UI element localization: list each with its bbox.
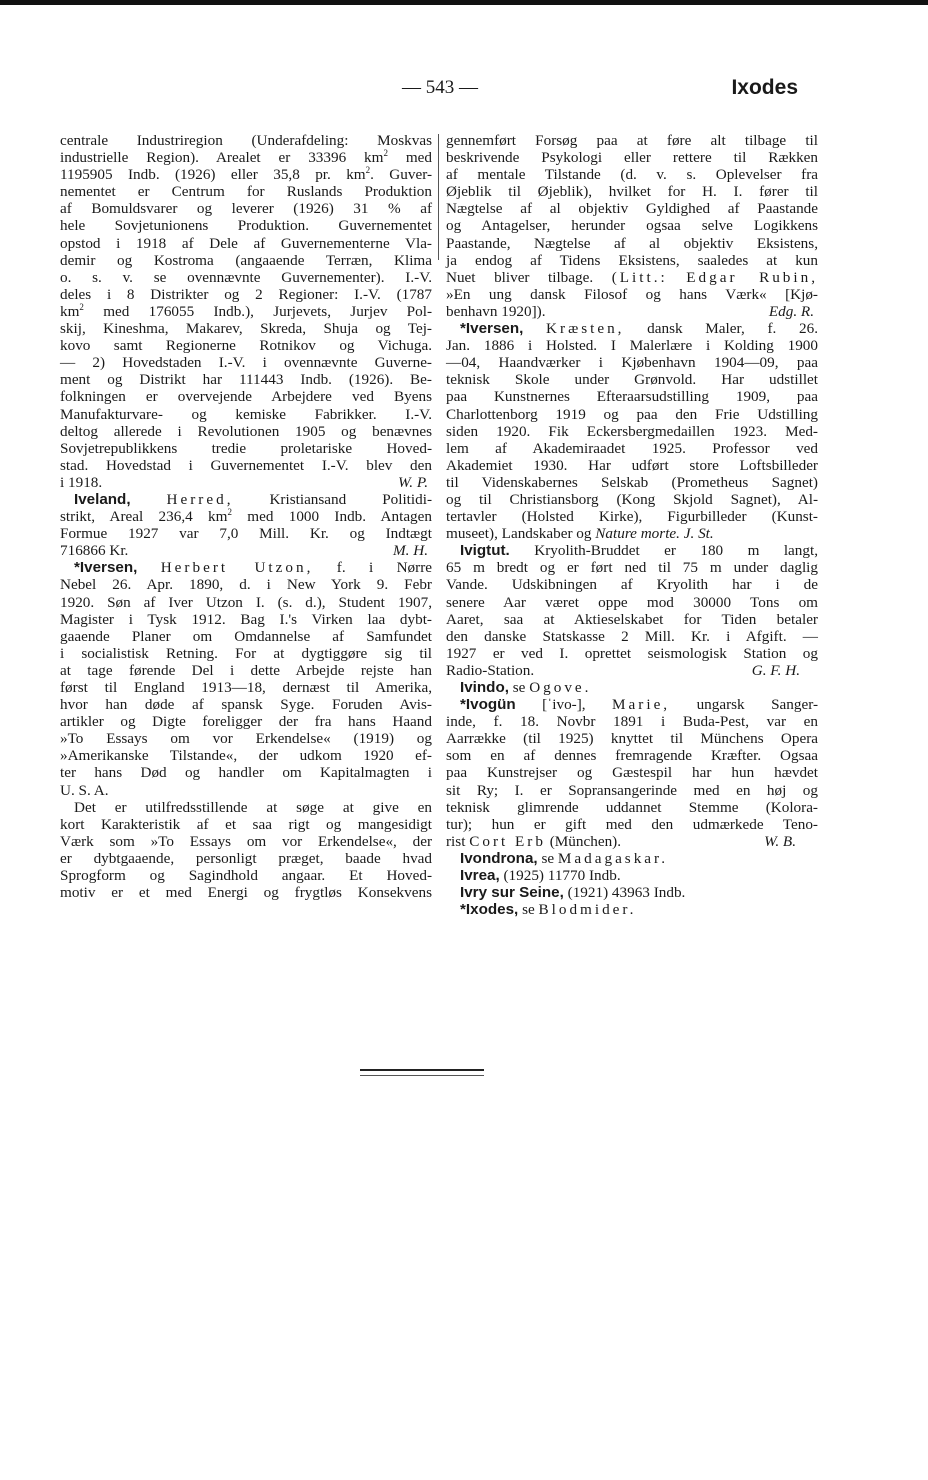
entry-iversen-kraesten: *Iversen, Kræsten, dansk Maler, f. 26.	[460, 320, 818, 338]
text-line: hele Sovjetunionens Produktion. Guvernementet	[60, 217, 432, 235]
text-line: — 2) Hovedstaden I.-V. i ovennævnte Guverne-	[60, 354, 432, 372]
text-line: opstod i 1918 af Dele af Guvernementerne Vla-	[60, 234, 432, 252]
text-line: til Videnskabernes Selskab (Prometheus Sagnet)	[446, 473, 818, 491]
text-line: deles i 8 Distrikter og 2 Regioner: I.-V. (1787	[60, 285, 432, 303]
cross-reference: Madagaskar.	[557, 849, 669, 867]
entry-ivry-sur-seine: Ivry sur Seine, (1921) 43963 Indb.	[460, 884, 686, 902]
text-line: Aaret, saa at Aktieselskabet for Tiden betaler	[446, 610, 818, 628]
text-line: Radio-Station. G. F. H.	[446, 661, 800, 679]
text-line: Sovjetrepublikkens tredie proletariske Hoved-	[60, 439, 432, 457]
text-line: og Antagelser, herunder ogsaa selve Logikkens	[446, 217, 818, 235]
text-line: Det er utilfredsstillende at søge at give en	[74, 798, 432, 816]
text-line: 1195905 Indb. (1926) eller 35,8 pr. $km^2$. Guver-	[60, 165, 433, 184]
author-signature: W. B.	[764, 832, 796, 850]
text-line: teknisk Skole under Grønvold. Har udstillet	[446, 371, 818, 389]
headword: Ivry sur Seine,	[460, 884, 564, 902]
entry-iveland: Iveland, Herred, Kristiansand Politidi-	[74, 490, 432, 508]
text-line: ja endog af Tidens Eksistens, saaledes at kun	[446, 251, 818, 269]
headword: Ivondrona,	[460, 849, 538, 867]
text-line: Akademiet 1930. Har udført store Loftsbilleder	[446, 456, 818, 474]
author-signature: G. F. H.	[751, 661, 800, 679]
text-line: museet), Landskaber og Nature morte. J. St.	[446, 525, 714, 543]
text-line: nementet er Centrum for Ruslands Produktion	[60, 183, 432, 201]
text-line: i 1918. W. P.	[60, 473, 428, 491]
left-column	[60, 132, 432, 901]
text-line: Magister i Tysk 1912. Bag I.'s Virken laa dybt-	[60, 610, 432, 628]
text-line: ter hans Død og handler om Kapitalmagten i	[60, 764, 432, 782]
entry-ixodes: *Ixodes, se Blodmider.	[460, 901, 637, 919]
headword: Iversen,	[465, 320, 524, 338]
text-line: Værk som »To Essays om vor Erkendelse«, der	[60, 832, 432, 850]
text-line: beskrivende Psykologi eller rettere til Rækken	[446, 149, 818, 167]
headword: Iversen,	[79, 559, 138, 577]
text-line: tur); hun er gift med den udmærkede Teno-	[446, 815, 818, 833]
text-line: Aarrække (til 1925) knyttet til Münchens Opera	[446, 730, 818, 748]
scan-top-edge	[0, 0, 928, 5]
headword: Ivrea,	[460, 867, 500, 885]
text-line: i socialistisk Retning. For at dygtiggøre sig til	[60, 644, 432, 662]
text-line: »En ung dansk Filosof og hans Værk« [Kjø-	[446, 285, 818, 303]
text-line: den danske Statskasse 2 Mill. Kr. i Afgift. —	[446, 627, 818, 645]
text-line: »Amerikanske Tilstande«, der udkom 1920 ef-	[60, 747, 432, 765]
text-line: centrale Industriregion (Underafdeling: Moskvas	[60, 132, 432, 149]
entry-iversen-herbert: *Iversen, Herbert Utzon, f. i Nørre	[74, 559, 433, 577]
entry-ivogun: *Ivogün [ˈivo-], Marie, ungarsk Sanger-	[460, 696, 819, 714]
text-line: stad. Hovedstad i Guvernementet I.-V. blev den	[60, 456, 432, 474]
entry-ivondrona: Ivondrona, se Madagaskar.	[460, 849, 669, 867]
text-line: o. s. v. se ovennævnte Guvernementer). I.-V.	[60, 268, 432, 286]
text-line: tertavler (Holsted Kirke), Figurbilleder (Kunst-	[446, 508, 818, 526]
entry-ivrea: Ivrea, (1925) 11770 Indb.	[460, 867, 621, 885]
text-line: 65 m bredt og er ført ned til 75 m under daglig	[446, 559, 818, 577]
text-line: at tage førende Del i dette Arbejde rejste han	[60, 661, 432, 679]
text-line: først til England 1913—18, dernæst til Amerika,	[60, 679, 432, 696]
author-signature: M. H.	[392, 542, 428, 560]
text-line: folkningen er overvejende Arbejdere ved Byens	[60, 388, 432, 406]
text-line: af mentale Tilstande (d. v. s. Oplevelser fra	[446, 166, 818, 184]
text-line: demir og Kostroma (angaaende Terræn, Klima	[60, 251, 432, 269]
text-line: skij, Kineshma, Makarev, Skreda, Shuja og Tej-	[60, 320, 432, 338]
headword: Ivogün	[465, 696, 516, 714]
text-line: U. S. A.	[60, 781, 109, 799]
author-signature: Edg. R.	[768, 302, 814, 320]
text-line: strikt, Areal 236,4 $km^2$ med 1000 Indb. Antagen	[60, 507, 432, 526]
text-line: Øjeblik til Øjeblik), hvilket for H. I. fører til	[446, 183, 818, 201]
text-line: benhavn 1920]). Edg. R.	[446, 302, 814, 320]
headword: Iveland,	[74, 490, 131, 508]
headword: Ixodes,	[465, 901, 519, 919]
text-line: Sprogform og Sagindhold angaar. Et Hoved-	[60, 867, 432, 885]
text-line: Charlottenborg 1919 og paa den Frie Udstilling	[446, 405, 818, 423]
text-line: Nægtelse af al objektiv Gyldighed af Paastande	[446, 200, 818, 218]
column-divider	[438, 134, 439, 260]
headword: Ivigtut.	[460, 542, 510, 560]
text-line: 716866 Kr. M. H.	[60, 542, 428, 560]
text-line: Nuet bliver tilbage. (Litt.: Edgar Rubin,	[446, 268, 818, 286]
text-line: industrielle Region). Arealet er 33396 $km^2$ med	[60, 148, 432, 167]
text-line: 1927 er ved I. oprettet seismologisk Station og	[446, 644, 818, 662]
headword: Ivindo,	[460, 679, 509, 696]
text-line: ment og Distrikt har 111443 Indb. (1926). Be-	[60, 371, 432, 389]
text-line: af Bomuldsvarer og leverer (1926) 31 % af	[60, 200, 432, 218]
text-line: og til Christiansborg (Kong Skjold Sagnet), Al-	[446, 490, 818, 508]
text-line: teknisk glimrende uddannet Stemme (Kolora-	[446, 798, 818, 816]
text-line: lem af Akademiraadet 1925. Professor ved	[446, 439, 818, 457]
end-rule-top	[360, 1069, 484, 1071]
text-line: sit Ry; I. er Sopransangerinde med en høj og	[446, 781, 818, 799]
author-signature: W. P.	[398, 473, 428, 491]
entry-ivindo: Ivindo, se Ogove.	[460, 679, 592, 696]
cross-reference: Ogove.	[529, 679, 592, 696]
end-rule-bottom	[360, 1075, 484, 1076]
page-number: — 543 —	[402, 77, 478, 98]
entry-ivigtut: Ivigtut. Kryolith-Bruddet er 180 m langt,	[460, 542, 819, 560]
text-line: Formue 1927 var 7,0 Mill. Kr. og Indtægt	[60, 525, 432, 543]
text-line: »To Essays om vor Erkendelse« (1919) og	[60, 730, 432, 748]
text-line: $km^2$ med 176055 Indb.), Jurjevets, Jurjev Pol-	[60, 301, 433, 320]
text-line: —04, Haandværker i Kjøbenhavn 1904—09, paa	[446, 354, 818, 372]
text-line: gennemført Forsøg paa at føre alt tilbage til	[446, 132, 818, 149]
cross-reference: Blodmider.	[538, 901, 637, 919]
text-line: som en af dennes fremragende Kræfter. Ogsaa	[446, 747, 818, 765]
text-line: rist Cort Erb (München). W. B.	[446, 832, 796, 850]
text-line: paa Kunstnernes Efteraarsudstilling 1909, paa	[446, 388, 818, 406]
text-line: siden 1920. Fik Eckersbergmedaillen 1923. Med-	[446, 422, 818, 440]
text-line: Vande. Udskibningen af Kryolith har i de	[446, 576, 818, 594]
text-line: 1920. Søn af Iver Utzon I. (s. d.), Student 1907,	[60, 593, 432, 611]
running-head: Ixodes	[731, 76, 798, 99]
text-line: Paastande, Nægtelse af al objektiv Eksistens,	[446, 234, 818, 252]
author-signature: J. St.	[683, 525, 714, 543]
text-line: er dybtgaaende, personligt præget, baade hvad	[60, 849, 432, 867]
text-line: inde, f. 18. Novbr 1891 i Buda-Pest, var en	[446, 713, 818, 731]
text-line: gaaende Planer om Omdannelse af Samfundet	[60, 627, 432, 645]
text-line: kovo samt Regionerne Rotnikov og Vichuga.	[60, 337, 432, 355]
text-line: senere Aar været oppe mod 30000 Tons om	[446, 593, 818, 611]
text-line: Manufakturvare- og kemiske Fabrikker. I.-V.	[60, 405, 432, 423]
text-line: artikler og Digte foreligger der fra hans Haand	[60, 713, 432, 731]
text-line: hvor han døde af spansk Syge. Foruden Avis-	[60, 696, 432, 714]
right-column	[446, 132, 818, 918]
text-line: Jan. 1886 i Holsted. I Malerlære i Kolding 1900	[446, 337, 818, 355]
text-line: paa Kunstrejser og Gæstespil har hun hævdet	[446, 764, 818, 782]
text-line: motiv er et med Energi og frygtløs Konsekvens	[60, 884, 432, 902]
text-line: kort Karakteristik af et saa rigt og mangesidigt	[60, 815, 432, 833]
text-line: deltog allerede i Revolutionen 1905 og benævnes	[60, 422, 432, 440]
text-line: Nebel 26. Apr. 1890, d. i New York 9. Febr	[60, 576, 432, 594]
